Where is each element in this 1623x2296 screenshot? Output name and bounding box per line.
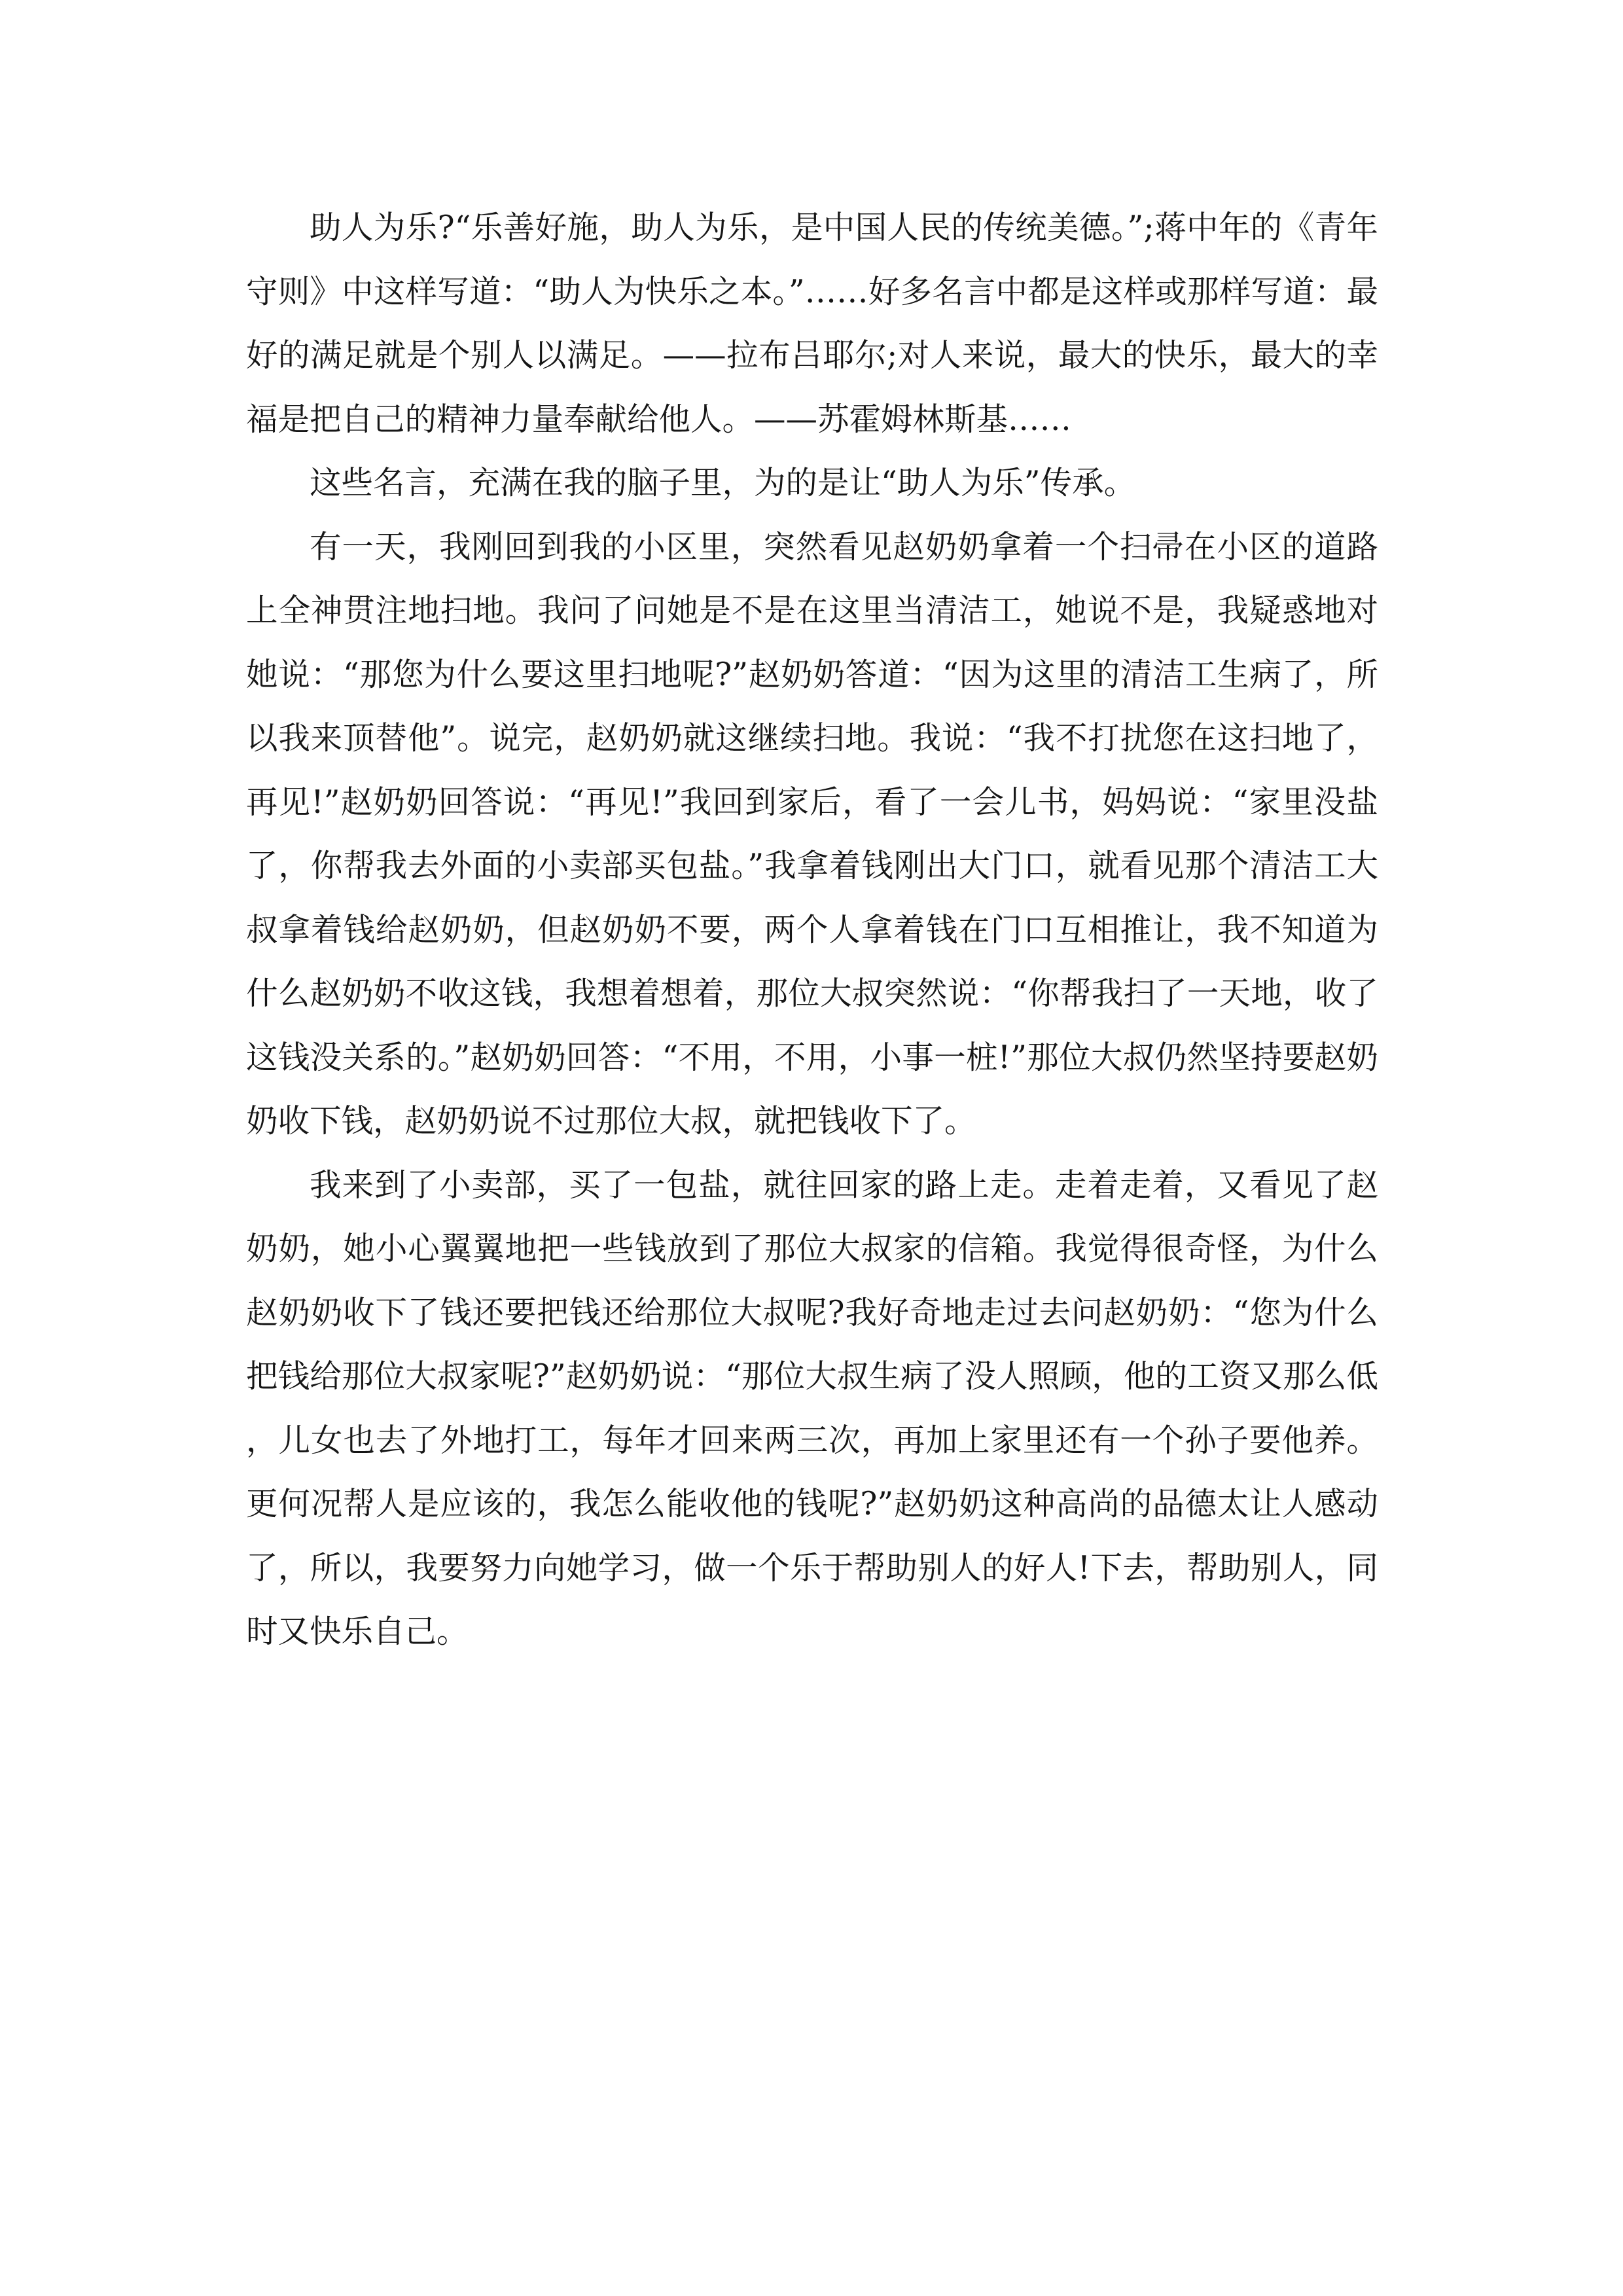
paragraph-grandma-sweeping: 有一天，我刚回到我的小区里，突然看见赵奶奶拿着一个扫帚在小区的道路上全神贯注地扫地。我问了问她是不是在这里当清洁工，她说不是，我疑惑地对她说：“那您为什么要这里扫地呢?”赵奶奶答道：“因为这里的清洁工生病了，所以我来顶替他”。说完，赵奶奶就这继续扫地。我说：“我不打扰您在这扫地了，再见!”赵奶奶回答说：“再见!”我回到家后，看了一会儿书，妈妈说：“家里没盐了，你帮我去外面的小卖部买包盐。”我拿着钱刚出大门口，就看见那个清洁工大叔拿着钱给赵奶奶，但赵奶奶不要，两个人拿着钱在门口互相推让，我不知道为什么赵奶奶不收这钱，我想着想着，那位大叔突然说：“你帮我扫了一天地，收了这钱没关系的。”赵奶奶回答：“不用，不用，小事一桩!”那位大叔仍然坚持要赵奶奶收下钱，赵奶奶说不过那位大叔，就把钱收下了。	[246, 528, 1378, 1139]
essay-body	[246, 196, 1378, 1664]
paragraph-quotes: 助人为乐?“乐善好施，助人为乐，是中国人民的传统美德。”;蒋中年的《青年守则》中这样写道：“助人为快乐之本。”……好多名言中都是这样或那样写道：最好的满足就是个别人以满足。——拉布吕耶尔;对人来说，最大的快乐，最大的幸福是把自己的精神力量奉献给他人。——苏霍姆林斯基……	[246, 209, 1378, 438]
paragraph-inheritance: 这些名言，充满在我的脑子里，为的是让“助人为乐”传承。	[310, 465, 1136, 501]
paragraph-returning-money: 我来到了小卖部，买了一包盐，就往回家的路上走。走着走着，又看见了赵奶奶，她小心翼翼地把一些钱放到了那位大叔家的信箱。我觉得很奇怪，为什么赵奶奶收下了钱还要把钱还给那位大叔呢?我好奇地走过去问赵奶奶：“您为什么把钱给那位大叔家呢?”赵奶奶说：“那位大叔生病了没人照顾，他的工资又那么低，儿女也去了外地打工，每年才回来两三次，再加上家里还有一个孙子要他养。更何况帮人是应该的，我怎么能收他的钱呢?”赵奶奶这种高尚的品德太让人感动了，所以，我要努力向她学习，做一个乐于帮助别人的好人!下去，帮助别人，同时又快乐自己。	[246, 1166, 1378, 1650]
